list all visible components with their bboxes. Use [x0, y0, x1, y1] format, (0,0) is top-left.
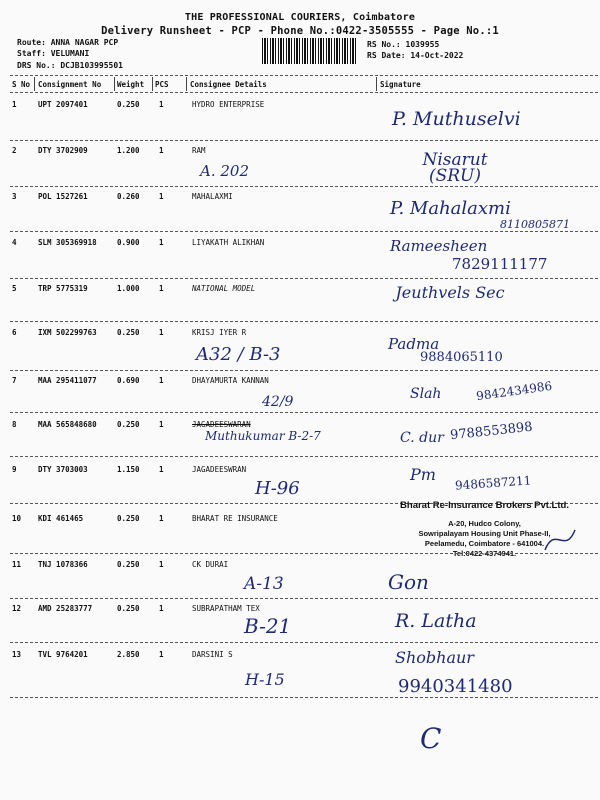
row-consignment: DTY 3703003: [38, 465, 88, 474]
row-sno: 3: [12, 192, 17, 201]
staff-value: VELUMANI: [50, 49, 90, 58]
row-consignment: TRP 5775319: [38, 284, 88, 293]
col-divider: [376, 77, 377, 91]
row-signature: Shobhaur: [395, 648, 474, 667]
drs-line: [17, 61, 123, 70]
row-phone: 9486587211: [454, 473, 532, 493]
row-phone: 9884065110: [420, 350, 503, 365]
row-consignee: JAGADEESWRAN: [192, 465, 247, 474]
row-consignee: JAGADEESWARAN: [192, 420, 251, 429]
row-rule: [10, 642, 598, 643]
row-signature: R. Latha: [395, 610, 477, 632]
col-sno: S No: [12, 80, 31, 89]
row-pcs: 1: [159, 420, 164, 429]
row-signature: P. Mahalaxmi: [390, 198, 511, 219]
row-signature: P. Muthuselvi: [392, 108, 521, 130]
col-weight: Weight: [117, 80, 145, 89]
route-value: ANNA NAGAR PCP: [50, 38, 119, 47]
company-title: THE PROFESSIONAL COURIERS, Coimbatore: [184, 12, 416, 23]
row-pcs: 1: [159, 284, 164, 293]
row-sno: 12: [12, 604, 22, 613]
row-note: A-13: [244, 574, 284, 594]
row-signature: Gon: [388, 570, 429, 594]
row-note: Muthukumar B-2-7: [205, 429, 321, 443]
row-sno: 1: [12, 100, 17, 109]
table-row: [0, 284, 600, 324]
row-rule: [10, 553, 598, 554]
row-weight: 0.250: [117, 328, 140, 337]
row-pcs: 1: [159, 514, 164, 523]
row-sno: 9: [12, 465, 17, 474]
row-weight: 0.250: [117, 420, 140, 429]
row-weight: 0.690: [117, 376, 140, 385]
runsheet-subtitle: Delivery Runsheet - PCP - Phone No.:0422-3505555 - Page No.:1: [101, 25, 499, 37]
row-pcs: 1: [159, 100, 164, 109]
col-signature: Signature: [380, 80, 421, 89]
row-rule: [10, 186, 598, 187]
row-note: A32 / B-3: [196, 344, 281, 365]
row-signature: Padma: [388, 335, 440, 353]
row-phone: 9940341480: [398, 676, 513, 697]
route-line: [17, 38, 118, 47]
row-signature: C. dur: [400, 430, 444, 446]
route-label: Route:: [17, 38, 46, 47]
table-row: [0, 560, 600, 600]
row-signature: Nisarut (SRU): [422, 150, 488, 186]
row-consignee: DHAYAMURTA KANNAN: [192, 376, 269, 385]
row-rule: [10, 456, 598, 457]
stamp-line-2: A-20, Hudco Colony,: [448, 519, 521, 528]
barcode: [262, 38, 357, 64]
col-divider: [114, 77, 115, 91]
row-rule: [10, 598, 598, 599]
row-weight: 1.200: [117, 146, 140, 155]
row-rule: [10, 321, 598, 322]
row-consignee: HYDRO ENTERPRISE: [192, 100, 265, 109]
row-consignment: MAA 565848680: [38, 420, 97, 429]
stamp-signature-scribble: [540, 520, 580, 560]
col-divider: [152, 77, 153, 91]
row-consignment: SLM 305369918: [38, 238, 97, 247]
staff-line: [17, 49, 89, 58]
row-weight: 0.260: [117, 192, 140, 201]
col-consignment: Consignment No: [38, 80, 102, 89]
row-consignment: MAA 295411077: [38, 376, 97, 385]
col-pcs: PCS: [155, 80, 169, 89]
col-divider: [34, 77, 35, 91]
row-consignee: MAHALAXMI: [192, 192, 233, 201]
row-signature: Pm: [410, 465, 436, 484]
row-consignee: LIYAKATH ALIKHAN: [192, 238, 265, 247]
row-sno: 11: [12, 560, 22, 569]
row-sno: 2: [12, 146, 17, 155]
row-consignee: KRISJ IYER R: [192, 328, 247, 337]
row-consignment: KDI 461465: [38, 514, 84, 523]
row-pcs: 1: [159, 192, 164, 201]
row-consignment: UPT 2097401: [38, 100, 88, 109]
row-note: H-96: [255, 478, 300, 499]
row-consignment: TNJ 1078366: [38, 560, 88, 569]
row-signature: Slah: [410, 386, 442, 402]
row-sno: 10: [12, 514, 22, 523]
row-rule: [10, 412, 598, 413]
row-phone: 8110805871: [500, 218, 570, 231]
row-sno: 4: [12, 238, 17, 247]
row-phone: 9842434986: [475, 378, 553, 404]
header-bottom-rule: [10, 92, 598, 93]
row-note: A. 202: [200, 162, 249, 180]
row-pcs: 1: [159, 146, 164, 155]
row-pcs: 1: [159, 560, 164, 569]
row-rule: [10, 370, 598, 371]
footer-mark: C: [420, 722, 442, 755]
row-rule: [10, 140, 598, 141]
row-rule: [10, 278, 598, 279]
row-signature: Jeuthvels Sec: [395, 283, 505, 302]
stamp-line-1: Bharat Re-Insurance Brokers Pvt.Ltd.: [400, 500, 569, 511]
row-weight: 0.900: [117, 238, 140, 247]
row-weight: 0.250: [117, 514, 140, 523]
row-consignment: DTY 3702909: [38, 146, 88, 155]
row-consignee: NATIONAL MODEL: [192, 284, 256, 293]
row-weight: 0.250: [117, 100, 140, 109]
row-sno: 8: [12, 420, 17, 429]
row-consignee: RAM: [192, 146, 206, 155]
col-divider: [186, 77, 187, 91]
row-weight: 2.850: [117, 650, 140, 659]
row-note: B-21: [244, 614, 292, 638]
row-consignee: CK DURAI: [192, 560, 229, 569]
rs-no-value: 1039955: [405, 40, 440, 49]
header-top-rule: [10, 75, 598, 76]
rs-date-line: [367, 51, 463, 60]
row-pcs: 1: [159, 465, 164, 474]
row-rule: [10, 697, 598, 698]
stamp-line-4: Peelamedu, Coimbatore - 641004.: [424, 539, 545, 548]
row-consignment: TVL 9764201: [38, 650, 88, 659]
row-consignee: DARSINI S: [192, 650, 233, 659]
row-consignee: BHARAT RE INSURANCE: [192, 514, 278, 523]
row-note: H-15: [245, 670, 285, 689]
row-consignment: IXM 502299763: [38, 328, 97, 337]
table-row: [0, 328, 600, 368]
row-pcs: 1: [159, 650, 164, 659]
row-sno: 13: [12, 650, 22, 659]
staff-label: Staff:: [17, 49, 46, 58]
drs-label: DRS No.:: [17, 61, 56, 70]
row-phone: 7829111177: [452, 255, 548, 273]
rs-no-line: [367, 40, 439, 49]
row-consignment: POL 1527261: [38, 192, 88, 201]
stamp-line-5: Tel:0422-4374941.: [452, 549, 517, 558]
row-weight: 0.250: [117, 604, 140, 613]
row-pcs: 1: [159, 604, 164, 613]
rs-no-label: RS No.:: [367, 40, 401, 49]
row-rule: [10, 231, 598, 232]
row-signature: Rameesheen: [390, 237, 488, 255]
row-weight: 1.000: [117, 284, 140, 293]
stamp-line-3: Sowripalayam Housing Unit Phase-II,: [418, 529, 551, 538]
row-phone: 9788553898: [449, 419, 534, 444]
col-consignee: Consignee Details: [190, 80, 267, 89]
rs-date-value: 14-Oct-2022: [410, 51, 464, 60]
row-sno: 5: [12, 284, 17, 293]
drs-value: DCJB103995501: [60, 61, 123, 70]
row-consignment: AMD 25283777: [38, 604, 93, 613]
row-pcs: 1: [159, 376, 164, 385]
row-sno: 7: [12, 376, 17, 385]
row-consignee: SUBRAPATHAM TEX: [192, 604, 260, 613]
table-row: [0, 604, 600, 644]
row-weight: 0.250: [117, 560, 140, 569]
row-note: 42/9: [262, 394, 294, 410]
row-pcs: 1: [159, 328, 164, 337]
rs-date-label: RS Date:: [367, 51, 406, 60]
row-pcs: 1: [159, 238, 164, 247]
row-weight: 1.150: [117, 465, 140, 474]
row-sno: 6: [12, 328, 17, 337]
table-row: [0, 146, 600, 186]
